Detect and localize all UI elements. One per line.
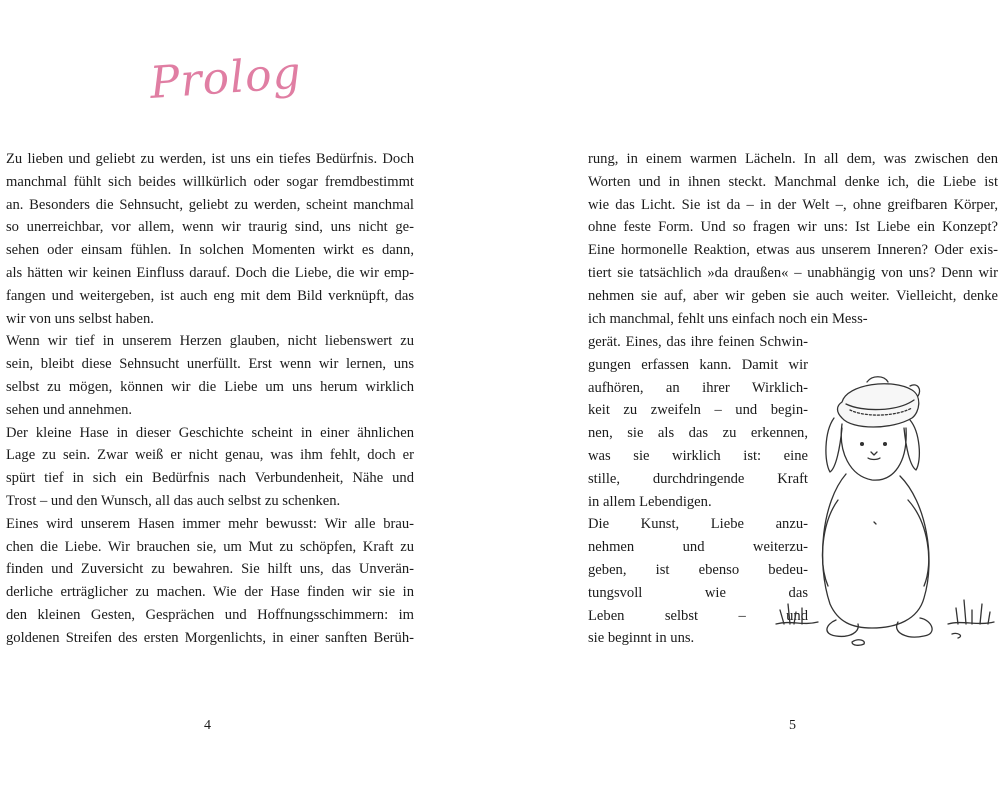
right-page <box>500 0 1000 800</box>
text-line: geben, ist ebenso bedeu- <box>588 561 808 578</box>
bunny-illustration <box>772 372 997 652</box>
text-line: aufhören, an ihrer Wirklich- <box>588 379 808 396</box>
text-line: Wenn wir tief in unserem Herzen glauben, nicht liebenswert zu <box>6 333 414 350</box>
text-line: stille, durchdringende Kraft <box>588 470 808 487</box>
text-line: nehmen sie auf, aber wir geben sie auch weiter. Vielleicht, denke <box>588 287 998 304</box>
text-line: keit zu zweifeln – und begin- <box>588 402 808 419</box>
text-line: sehen oder einsam fühlen. In solchen Momenten wirkt es dann, <box>6 242 414 259</box>
page-number: 5 <box>789 718 796 733</box>
text-line: so unerreichbar, vor allem, wenn wir traurig sind, uns nicht ge- <box>6 219 414 236</box>
text-line: gerät. Eines, das ihre feinen Schwin- <box>588 334 808 350</box>
text-line: tiert sie tatsächlich »da draußen« – unabhängig von uns? Denn wir <box>588 264 998 281</box>
text-line: Trost – und den Wunsch, all das auch selbst zu schenken. <box>6 492 341 509</box>
text-line: selbst zu mögen, können wir die Liebe um uns herum wirklich <box>6 378 414 395</box>
text-line: wir von uns selbst haben. <box>6 310 154 327</box>
text-line: sehen und annehmen. <box>6 401 133 418</box>
right-body-text <box>588 148 998 330</box>
text-line: derliche erträglicher zu machen. Wie der Hase finden wir sie in <box>6 584 414 601</box>
text-line: gungen erfassen kann. Damit wir <box>588 356 808 373</box>
text-line: ich manchmal, fehlt uns einfach noch ein Mess- <box>588 310 868 327</box>
text-line: sein, bleibt diese Sehnsucht unerfüllt. Erst wenn wir lernen, uns <box>6 356 414 373</box>
text-line: Eine hormonelle Reaktion, etwas aus unserem Inneren? Oder exis- <box>588 242 998 259</box>
text-line: Leben selbst – und <box>588 607 808 624</box>
text-line: wie das Licht. Sie ist da – in der Welt –, ohne greifbaren Körper, <box>588 196 998 213</box>
text-line: Lage zu sein. Zwar weiß er nicht genau, was ihm fehlt, doch er <box>6 447 414 464</box>
text-line: Eines wird unserem Hasen immer mehr bewusst: Wir alle brau- <box>6 515 414 532</box>
text-line: spürt tief in sich ein Bedürfnis nach Verbundenheit, Nähe und <box>6 470 414 487</box>
page-number: 4 <box>204 718 211 733</box>
text-line: manchmal fühlt sich beides willkürlich oder sogar fremdbestimmt <box>6 173 414 190</box>
text-line: ohne feste Form. Und so fragen wir uns: Ist Liebe ein Konzept? <box>588 219 998 236</box>
text-line: den kleinen Gesten, Gesprächen und Hoffnungsschimmern: im <box>6 606 414 623</box>
text-line: nehmen und weiterzu- <box>588 539 808 556</box>
left-body-text <box>6 148 414 650</box>
text-line: in allem Lebendigen. <box>588 493 712 510</box>
text-line: Die Kunst, Liebe anzu- <box>588 516 808 533</box>
text-line: Der kleine Hase in dieser Geschichte scheint in einer ähnlichen <box>6 424 414 441</box>
chapter-heading: Prolog <box>148 47 304 109</box>
text-line: an. Besonders die Sehnsucht, geliebt zu werden, scheint manchmal <box>6 196 414 213</box>
text-line: Zu lieben und geliebt zu werden, ist uns ein tiefes Bedürfnis. Doch <box>6 151 414 167</box>
text-line: fangen und weitergeben, ist auch eng mit dem Bild verknüpft, das <box>6 287 414 304</box>
text-line: was sie wirklich ist: eine <box>588 447 808 464</box>
text-line: nen, sie als das zu erkennen, <box>588 425 808 442</box>
text-line: tungsvoll wie das <box>588 584 808 601</box>
text-line: als hätten wir keinen Einfluss darauf. Doch die Liebe, die wir emp- <box>6 264 414 281</box>
text-line: goldenen Streifen des ersten Morgenlichts, in einer sanften Berüh- <box>6 629 414 646</box>
text-line: chen die Liebe. Wir brauchen sie, um Mut zu schöpfen, Kraft zu <box>6 538 414 555</box>
text-line: Worten und in ihnen steckt. Manchmal denke ich, die Liebe ist <box>588 173 998 190</box>
text-line: finden und Zuversicht zu bewahren. Sie hilft uns, das Unverän- <box>6 561 414 578</box>
text-line: rung, in einem warmen Lächeln. In all dem, was zwischen den <box>588 151 998 167</box>
text-line: sie beginnt in uns. <box>588 630 695 647</box>
